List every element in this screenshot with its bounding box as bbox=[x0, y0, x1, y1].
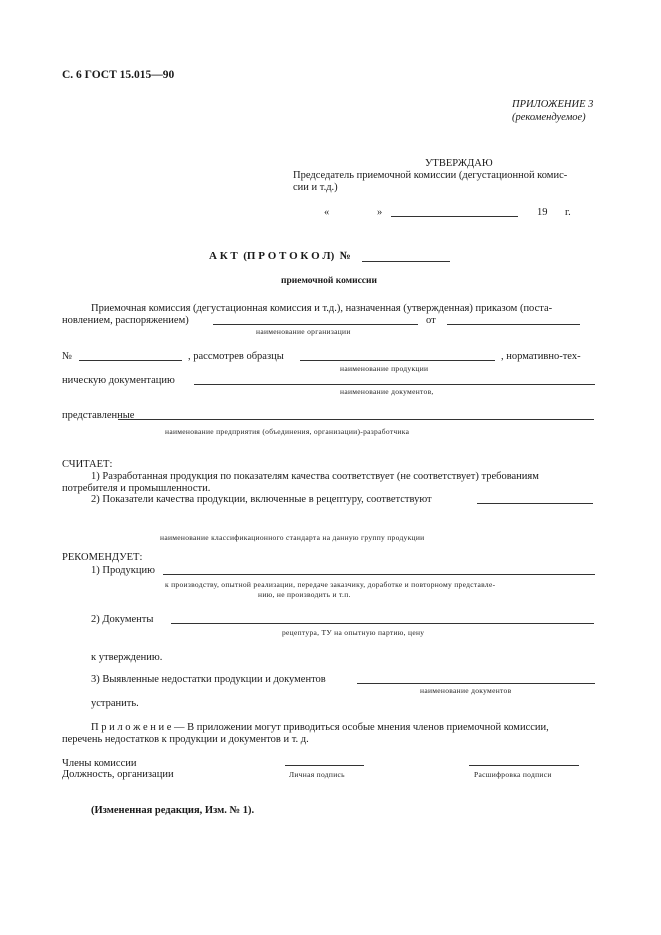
tech-documentation: ническую документацию bbox=[62, 375, 175, 386]
number-sign: № bbox=[62, 351, 73, 362]
normative-tech: , нормативно-тех- bbox=[501, 351, 581, 362]
eliminate-label: устранить. bbox=[91, 698, 139, 709]
considers-heading: СЧИТАЕТ: bbox=[62, 459, 113, 470]
date-line bbox=[391, 216, 518, 217]
presented-label: представленные bbox=[62, 410, 135, 421]
revision-note: (Измененная редакция, Изм. № 1). bbox=[91, 805, 255, 816]
standard-line bbox=[477, 503, 593, 504]
caption-organization: наименование организации bbox=[256, 327, 351, 336]
recommends-item-2: 2) Документы bbox=[91, 614, 154, 625]
act-number-line bbox=[362, 261, 450, 262]
caption-standard: наименование классификационного стандарта на данную группу продукции bbox=[160, 533, 425, 542]
recommends-item-1-line bbox=[163, 574, 595, 575]
approve-line-2: сии и т.д.) bbox=[293, 182, 338, 193]
quote-close: » bbox=[377, 207, 383, 218]
quote-open: « bbox=[324, 207, 330, 218]
members-label: Члены комиссии bbox=[62, 758, 137, 769]
recommends-item-1: 1) Продукцию bbox=[91, 565, 155, 576]
appendix-note: (рекомендуемое) bbox=[512, 112, 586, 123]
viewed-samples: , рассмотрев образцы bbox=[188, 351, 284, 362]
intro-line-2: новлением, распоряжением) bbox=[62, 315, 189, 326]
approve-line-1: Председатель приемочной комиссии (дегустационной комис- bbox=[293, 170, 568, 181]
appendix-title: ПРИЛОЖЕНИЕ 3 bbox=[512, 99, 594, 110]
caption-enterprise: наименование предприятия (объединения, организации)-разработчика bbox=[165, 427, 410, 436]
caption-item-3: наименование документов bbox=[420, 686, 512, 695]
recommends-item-2-line bbox=[171, 623, 594, 624]
page-reference: С. 6 ГОСТ 15.015—90 bbox=[62, 69, 175, 81]
position-label: Должность, организации bbox=[62, 769, 174, 780]
recommends-item-3: 3) Выявленные недостатки продукции и документов bbox=[91, 674, 326, 685]
caption-documents: наименование документов, bbox=[340, 387, 434, 396]
documents-line bbox=[194, 384, 595, 385]
intro-line-1: Приемочная комиссия (дегустационная комиссия и т.д.), назначенная (утвержденная) приказом (поста- bbox=[91, 303, 553, 314]
act-subtitle: приемочной комиссии bbox=[281, 276, 377, 286]
caption-item-1-line-2: нию, не производить и т.п. bbox=[258, 590, 351, 599]
caption-personal-signature: Личная подпись bbox=[289, 770, 345, 779]
organization-line bbox=[213, 324, 418, 325]
recommends-item-3-line bbox=[357, 683, 595, 684]
caption-product: наименование продукции bbox=[340, 364, 429, 373]
from-date-line bbox=[447, 324, 580, 325]
intro-from: от bbox=[426, 315, 436, 326]
approve-title: УТВЕРЖДАЮ bbox=[425, 158, 493, 169]
approve-year: 19 bbox=[537, 207, 548, 218]
to-approval: к утверждению. bbox=[91, 652, 163, 663]
number-line bbox=[79, 360, 182, 361]
signature-line bbox=[285, 765, 364, 766]
note-line-2: перечень недостатков к продукции и документов и т. д. bbox=[62, 734, 309, 745]
caption-signature-decoding: Расшифровка подписи bbox=[474, 770, 552, 779]
decoding-line bbox=[469, 765, 579, 766]
enterprise-line bbox=[118, 419, 594, 420]
caption-item-2: рецептура, ТУ на опытную партию, цену bbox=[282, 628, 425, 637]
considers-item-1-line-1: 1) Разработанная продукция по показателям качества соответствует (не соответствует) требованиям bbox=[91, 471, 539, 482]
caption-item-1-line-1: к производству, опытной реализации, передаче заказчику, доработке и повторному представле- bbox=[165, 580, 496, 589]
recommends-heading: РЕКОМЕНДУЕТ: bbox=[62, 552, 143, 563]
act-title: А К Т (П Р О Т О К О Л) № bbox=[209, 250, 351, 262]
approve-year-suffix: г. bbox=[565, 207, 571, 218]
product-line bbox=[300, 360, 495, 361]
considers-item-2: 2) Показатели качества продукции, включенные в рецептуру, соответствуют bbox=[91, 494, 432, 505]
note-line-1: П р и л о ж е н и е — В приложении могут приводиться особые мнения членов приемочной комиссии, bbox=[91, 722, 549, 733]
considers-item-1-line-2: потребителя и промышленности. bbox=[62, 483, 211, 494]
